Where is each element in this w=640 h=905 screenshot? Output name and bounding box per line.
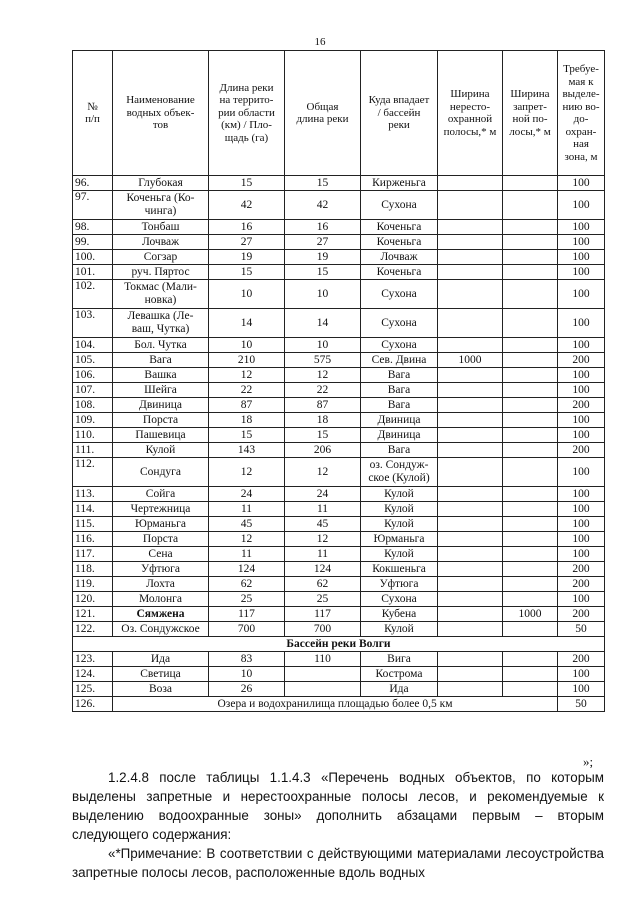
cell-ban-strip <box>503 176 558 191</box>
cell-total-length: 110 <box>285 652 361 667</box>
cell-flows-into: Коченьга <box>361 265 438 280</box>
cell-name: Тонбаш <box>113 220 209 235</box>
cell-total-length: 575 <box>285 353 361 368</box>
cell-ban-strip <box>503 622 558 637</box>
cell-length: 124 <box>209 562 285 577</box>
cell-protection-zone: 100 <box>558 309 605 338</box>
cell-ban-strip <box>503 368 558 383</box>
cell-ban-strip <box>503 577 558 592</box>
table-row <box>73 191 605 220</box>
cell-length: 12 <box>209 532 285 547</box>
cell-name: Сямжена <box>113 607 209 622</box>
cell-flows-into: оз. Сондуж- ское (Кулой) <box>361 458 438 487</box>
cell-name: Лохта <box>113 577 209 592</box>
cell-name: Сена <box>113 547 209 562</box>
cell-total-length: 62 <box>285 577 361 592</box>
cell-length: 12 <box>209 458 285 487</box>
cell-flows-into: Коченьга <box>361 220 438 235</box>
table-row <box>73 280 605 309</box>
cell-flows-into: Кулой <box>361 502 438 517</box>
cell-spawning-strip <box>438 682 503 697</box>
cell-number: 126. <box>73 697 113 712</box>
cell-protection-zone: 100 <box>558 428 605 443</box>
cell-protection-zone: 100 <box>558 191 605 220</box>
cell-spawning-strip <box>438 398 503 413</box>
section-row <box>73 637 605 652</box>
cell-number: 108. <box>73 398 113 413</box>
table-row <box>73 502 605 517</box>
cell-protection-zone: 100 <box>558 502 605 517</box>
cell-number: 123. <box>73 652 113 667</box>
cell-protection-zone: 100 <box>558 517 605 532</box>
cell-flows-into: Кулой <box>361 622 438 637</box>
cell-name: Лочваж <box>113 235 209 250</box>
cell-number: 122. <box>73 622 113 637</box>
cell-flows-into: Двиница <box>361 428 438 443</box>
cell-length: 15 <box>209 176 285 191</box>
cell-length: 25 <box>209 592 285 607</box>
cell-flows-into: Кубена <box>361 607 438 622</box>
table-row <box>73 368 605 383</box>
cell-total-length: 117 <box>285 607 361 622</box>
cell-flows-into: Вага <box>361 368 438 383</box>
cell-name: Шейга <box>113 383 209 398</box>
cell-ban-strip <box>503 398 558 413</box>
cell-name: Сондуга <box>113 458 209 487</box>
cell-total-length: 15 <box>285 265 361 280</box>
cell-length: 11 <box>209 547 285 562</box>
table-row <box>73 338 605 353</box>
cell-number: 121. <box>73 607 113 622</box>
cell-spawning-strip <box>438 280 503 309</box>
cell-number: 113. <box>73 487 113 502</box>
table-row <box>73 562 605 577</box>
cell-flows-into: Кулой <box>361 487 438 502</box>
cell-total-length <box>285 667 361 682</box>
cell-name: Вашка <box>113 368 209 383</box>
cell-ban-strip <box>503 309 558 338</box>
cell-length: 83 <box>209 652 285 667</box>
cell-number: 100. <box>73 250 113 265</box>
water-objects-table <box>72 50 605 712</box>
cell-length: 45 <box>209 517 285 532</box>
cell-flows-into: Двиница <box>361 413 438 428</box>
cell-total-length: 12 <box>285 458 361 487</box>
table-row <box>73 517 605 532</box>
cell-spawning-strip <box>438 250 503 265</box>
table-row <box>73 220 605 235</box>
cell-number: 98. <box>73 220 113 235</box>
cell-number: 111. <box>73 443 113 458</box>
cell-spawning-strip <box>438 383 503 398</box>
cell-total-length: 11 <box>285 547 361 562</box>
cell-spawning-strip <box>438 458 503 487</box>
cell-length: 700 <box>209 622 285 637</box>
note-paragraph: «*Примечание: В соответствии с действующими материалами лесоустройства запретные полосы лесов, расположенные вдоль водных <box>72 846 604 880</box>
cell-spawning-strip <box>438 309 503 338</box>
cell-name: Согзар <box>113 250 209 265</box>
cell-spawning-strip <box>438 517 503 532</box>
cell-ban-strip <box>503 458 558 487</box>
cell-protection-zone: 100 <box>558 413 605 428</box>
cell-ban-strip <box>503 265 558 280</box>
cell-length: 19 <box>209 250 285 265</box>
cell-flows-into: Юрманьга <box>361 532 438 547</box>
cell-ban-strip <box>503 443 558 458</box>
cell-name: Пашевица <box>113 428 209 443</box>
cell-protection-zone: 200 <box>558 562 605 577</box>
cell-name: Левашка (Ле- ваш, Чутка) <box>113 309 209 338</box>
cell-name: Двиница <box>113 398 209 413</box>
table-row <box>73 592 605 607</box>
cell-spawning-strip <box>438 176 503 191</box>
cell-total-length: 18 <box>285 413 361 428</box>
cell-length: 15 <box>209 428 285 443</box>
cell-protection-zone: 100 <box>558 682 605 697</box>
table-row <box>73 250 605 265</box>
cell-ban-strip <box>503 338 558 353</box>
cell-flows-into: Кулой <box>361 547 438 562</box>
cell-number: 125. <box>73 682 113 697</box>
cell-spawning-strip <box>438 265 503 280</box>
cell-length: 14 <box>209 309 285 338</box>
cell-name: Сойга <box>113 487 209 502</box>
cell-total-length: 25 <box>285 592 361 607</box>
table-header-row <box>73 51 605 176</box>
cell-total-length: 87 <box>285 398 361 413</box>
cell-spawning-strip <box>438 191 503 220</box>
cell-flows-into: Вага <box>361 398 438 413</box>
cell-total-length: 42 <box>285 191 361 220</box>
header-name: Наименование водных объек- тов <box>113 51 209 176</box>
cell-ban-strip <box>503 235 558 250</box>
header-spawning-strip: Ширина нересто- охранной полосы,* м <box>438 51 503 176</box>
cell-spawning-strip <box>438 562 503 577</box>
cell-ban-strip <box>503 413 558 428</box>
cell-name: Ида <box>113 652 209 667</box>
cell-total-length <box>285 682 361 697</box>
closing-quote-mark: »; <box>583 754 594 769</box>
cell-protection-zone: 100 <box>558 338 605 353</box>
cell-length: 10 <box>209 338 285 353</box>
cell-ban-strip <box>503 191 558 220</box>
cell-total-length: 45 <box>285 517 361 532</box>
header-number: № п/п <box>73 51 113 176</box>
cell-total-length: 27 <box>285 235 361 250</box>
cell-ban-strip <box>503 383 558 398</box>
cell-length: 10 <box>209 280 285 309</box>
cell-protection-zone: 100 <box>558 592 605 607</box>
cell-flows-into: Кирженьга <box>361 176 438 191</box>
cell-protection-zone: 50 <box>558 697 605 712</box>
cell-length: 87 <box>209 398 285 413</box>
table-row <box>73 235 605 250</box>
cell-protection-zone: 200 <box>558 443 605 458</box>
cell-length: 11 <box>209 502 285 517</box>
cell-name: Оз. Сондужское <box>113 622 209 637</box>
table-row <box>73 547 605 562</box>
cell-name: Коченьга (Ко- чинга) <box>113 191 209 220</box>
cell-total-length: 15 <box>285 428 361 443</box>
cell-total-length: 11 <box>285 502 361 517</box>
cell-number: 104. <box>73 338 113 353</box>
cell-name: Воза <box>113 682 209 697</box>
cell-ban-strip <box>503 682 558 697</box>
table-row <box>73 428 605 443</box>
cell-ban-strip <box>503 562 558 577</box>
cell-length: 10 <box>209 667 285 682</box>
cell-protection-zone: 100 <box>558 220 605 235</box>
cell-number: 120. <box>73 592 113 607</box>
cell-flows-into: Уфтюга <box>361 577 438 592</box>
cell-flows-into: Сухона <box>361 592 438 607</box>
cell-spawning-strip <box>438 622 503 637</box>
cell-flows-into: Вага <box>361 443 438 458</box>
table-row <box>73 413 605 428</box>
cell-protection-zone: 100 <box>558 235 605 250</box>
cell-ban-strip <box>503 532 558 547</box>
cell-number: 115. <box>73 517 113 532</box>
cell-spawning-strip <box>438 428 503 443</box>
cell-number: 119. <box>73 577 113 592</box>
cell-ban-strip <box>503 547 558 562</box>
cell-spawning-strip <box>438 368 503 383</box>
page-number: 16 <box>314 36 326 48</box>
cell-length: 22 <box>209 383 285 398</box>
table-row <box>73 667 605 682</box>
table-row <box>73 697 605 712</box>
cell-number: 112. <box>73 458 113 487</box>
cell-length: 117 <box>209 607 285 622</box>
cell-name: Молонга <box>113 592 209 607</box>
cell-protection-zone: 200 <box>558 577 605 592</box>
cell-flows-into: Кокшеньга <box>361 562 438 577</box>
cell-protection-zone: 200 <box>558 353 605 368</box>
cell-protection-zone: 100 <box>558 250 605 265</box>
cell-flows-into: Сухона <box>361 338 438 353</box>
cell-protection-zone: 200 <box>558 652 605 667</box>
cell-total-length: 12 <box>285 532 361 547</box>
table-body <box>73 176 605 712</box>
cell-protection-zone: 100 <box>558 368 605 383</box>
cell-number: 99. <box>73 235 113 250</box>
table-row <box>73 577 605 592</box>
cell-ban-strip <box>503 428 558 443</box>
header-flows-into: Куда впадает / бассейн реки <box>361 51 438 176</box>
cell-total-length: 10 <box>285 280 361 309</box>
cell-number: 96. <box>73 176 113 191</box>
cell-protection-zone: 200 <box>558 398 605 413</box>
section-title: Бассейн реки Волги <box>73 637 605 652</box>
cell-length: 12 <box>209 368 285 383</box>
cell-spawning-strip <box>438 577 503 592</box>
cell-spawning-strip <box>438 607 503 622</box>
cell-total-length: 124 <box>285 562 361 577</box>
cell-flows-into: Вага <box>361 383 438 398</box>
cell-length: 62 <box>209 577 285 592</box>
cell-total-length: 24 <box>285 487 361 502</box>
cell-number: 118. <box>73 562 113 577</box>
cell-number: 110. <box>73 428 113 443</box>
cell-name: Бол. Чутка <box>113 338 209 353</box>
cell-length: 18 <box>209 413 285 428</box>
cell-name: Глубокая <box>113 176 209 191</box>
cell-number: 103. <box>73 309 113 338</box>
table-row <box>73 398 605 413</box>
cell-spawning-strip <box>438 338 503 353</box>
cell-number: 102. <box>73 280 113 309</box>
table-row <box>73 487 605 502</box>
cell-total-length: 206 <box>285 443 361 458</box>
cell-number: 105. <box>73 353 113 368</box>
cell-ban-strip <box>503 652 558 667</box>
cell-spawning-strip <box>438 443 503 458</box>
cell-ban-strip <box>503 250 558 265</box>
table-row <box>73 458 605 487</box>
cell-length: 26 <box>209 682 285 697</box>
cell-name: Порста <box>113 413 209 428</box>
cell-length: 16 <box>209 220 285 235</box>
header-ban-strip: Ширина запрет- ной по- лосы,* м <box>503 51 558 176</box>
header-protection-zone: Требуе- мая к выделе- нию во- до- охран- ная зона, м <box>558 51 605 176</box>
table-row <box>73 652 605 667</box>
cell-protection-zone: 100 <box>558 458 605 487</box>
table-row <box>73 265 605 280</box>
cell-number: 109. <box>73 413 113 428</box>
cell-ban-strip <box>503 487 558 502</box>
table-row <box>73 607 605 622</box>
cell-total-length: 22 <box>285 383 361 398</box>
cell-number: 116. <box>73 532 113 547</box>
cell-flows-into: Коченьга <box>361 235 438 250</box>
cell-ban-strip <box>503 220 558 235</box>
cell-flows-into: Сухона <box>361 280 438 309</box>
cell-total-length: 12 <box>285 368 361 383</box>
cell-length: 27 <box>209 235 285 250</box>
cell-total-length: 10 <box>285 338 361 353</box>
table-row <box>73 622 605 637</box>
cell-name: Порста <box>113 532 209 547</box>
cell-length: 143 <box>209 443 285 458</box>
cell-total-length: 16 <box>285 220 361 235</box>
cell-protection-zone: 100 <box>558 667 605 682</box>
cell-length: 42 <box>209 191 285 220</box>
cell-name: руч. Пяртос <box>113 265 209 280</box>
cell-spawning-strip <box>438 592 503 607</box>
cell-flows-into: Кострома <box>361 667 438 682</box>
cell-ban-strip <box>503 667 558 682</box>
table-row <box>73 353 605 368</box>
cell-number: 117. <box>73 547 113 562</box>
header-length: Длина реки на террито- рии области (км) / Пло- щадь (га) <box>209 51 285 176</box>
cell-protection-zone: 100 <box>558 265 605 280</box>
cell-name: Вага <box>113 353 209 368</box>
cell-protection-zone: 100 <box>558 280 605 309</box>
table-row <box>73 176 605 191</box>
cell-ban-strip <box>503 353 558 368</box>
cell-spawning-strip <box>438 532 503 547</box>
cell-total-length: 700 <box>285 622 361 637</box>
amendment-paragraph: 1.2.4.8 после таблицы 1.1.4.3 «Перечень водных объектов, по которым выделены запретные и нерестоохранные полосы лесов, и рекомендуемые к выделению водоохранные зоны» дополнить абзацами первым – вторым следующего содержания: <box>72 770 604 842</box>
cell-number: 106. <box>73 368 113 383</box>
table-row <box>73 532 605 547</box>
cell-spawning-strip <box>438 413 503 428</box>
cell-flows-into: Сев. Двина <box>361 353 438 368</box>
cell-name: Кулой <box>113 443 209 458</box>
cell-length: 210 <box>209 353 285 368</box>
cell-name: Чертежница <box>113 502 209 517</box>
cell-number: 97. <box>73 191 113 220</box>
cell-spawning-strip <box>438 220 503 235</box>
cell-total-length: 19 <box>285 250 361 265</box>
cell-spawning-strip <box>438 487 503 502</box>
cell-protection-zone: 200 <box>558 607 605 622</box>
table-row <box>73 383 605 398</box>
cell-number: 114. <box>73 502 113 517</box>
cell-flows-into: Вига <box>361 652 438 667</box>
cell-ban-strip <box>503 280 558 309</box>
cell-protection-zone: 100 <box>558 532 605 547</box>
cell-spawning-strip: 1000 <box>438 353 503 368</box>
cell-protection-zone: 100 <box>558 176 605 191</box>
cell-length: 15 <box>209 265 285 280</box>
cell-total-length: 14 <box>285 309 361 338</box>
cell-spawning-strip <box>438 652 503 667</box>
cell-flows-into: Кулой <box>361 517 438 532</box>
cell-flows-into: Ида <box>361 682 438 697</box>
header-total-length: Общая длина реки <box>285 51 361 176</box>
cell-number: 124. <box>73 667 113 682</box>
cell-ban-strip <box>503 502 558 517</box>
cell-spawning-strip <box>438 547 503 562</box>
cell-spawning-strip <box>438 667 503 682</box>
table-row <box>73 443 605 458</box>
table-row <box>73 682 605 697</box>
cell-protection-zone: 50 <box>558 622 605 637</box>
cell-ban-strip: 1000 <box>503 607 558 622</box>
cell-number: 107. <box>73 383 113 398</box>
cell-name: Токмас (Мали- новка) <box>113 280 209 309</box>
cell-name: Юрманьга <box>113 517 209 532</box>
cell-flows-into: Лочваж <box>361 250 438 265</box>
cell-protection-zone: 100 <box>558 487 605 502</box>
cell-length: 24 <box>209 487 285 502</box>
cell-ban-strip <box>503 592 558 607</box>
cell-name: Уфтюга <box>113 562 209 577</box>
cell-protection-zone: 100 <box>558 383 605 398</box>
cell-flows-into: Сухона <box>361 309 438 338</box>
table-row <box>73 309 605 338</box>
cell-flows-into: Сухона <box>361 191 438 220</box>
cell-spawning-strip <box>438 235 503 250</box>
cell-total-length: 15 <box>285 176 361 191</box>
cell-name: Светица <box>113 667 209 682</box>
cell-protection-zone: 100 <box>558 547 605 562</box>
cell-merged-lakes: Озера и водохранилища площадью более 0,5 км <box>113 697 558 712</box>
cell-spawning-strip <box>438 502 503 517</box>
cell-number: 101. <box>73 265 113 280</box>
cell-ban-strip <box>503 517 558 532</box>
